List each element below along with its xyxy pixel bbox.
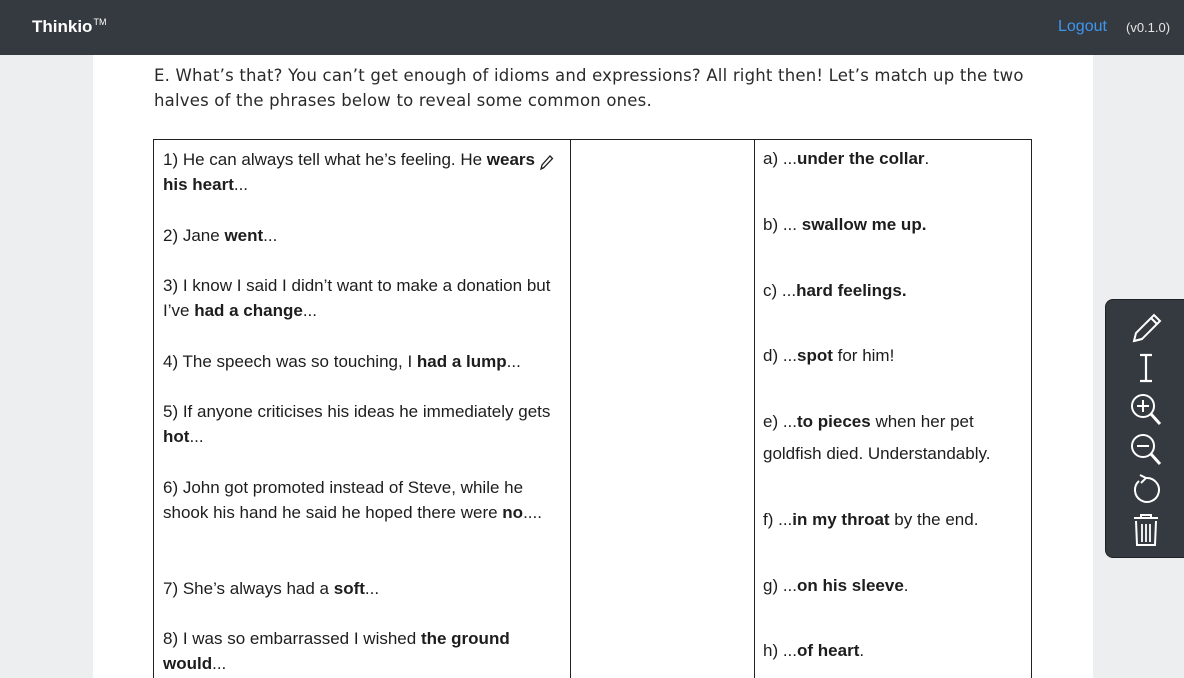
worksheet-page — [93, 55, 1093, 678]
version-label: (v0.1.0) — [1126, 20, 1171, 35]
left-column — [154, 140, 571, 678]
zoom-out-icon — [1126, 431, 1166, 467]
pencil-icon — [1126, 310, 1166, 346]
right-item-c: c) ...hard feelings. — [763, 281, 907, 300]
left-item-6: 6) John got promoted instead of Steve, while he shook his hand he said he hoped there were no.... — [163, 478, 542, 522]
edit-pencil-icon[interactable] — [538, 154, 554, 172]
left-item-2: 2) Jane went... — [163, 226, 278, 245]
exercise-instructions: E. What’s that? You can’t get enough of idioms and expressions? All right then! Let’s match up the two halves of the phrases below to reveal some common ones. — [154, 66, 1024, 110]
clear-button[interactable] — [1126, 512, 1166, 548]
reset-icon — [1126, 472, 1166, 508]
brand-logo[interactable] — [32, 17, 106, 37]
right-item-h: h) ...of heart. — [763, 641, 865, 660]
top-navbar — [0, 0, 1184, 55]
left-item-7: 7) She’s always had a soft... — [163, 579, 380, 598]
trash-icon — [1126, 512, 1166, 548]
text-tool-button[interactable] — [1126, 350, 1166, 386]
logout-link[interactable]: Logout — [1058, 18, 1107, 35]
brand-name: Thinkio — [32, 17, 93, 36]
answer-column[interactable] — [570, 140, 755, 678]
trademark: TM — [93, 17, 107, 28]
right-item-b: b) ... swallow me up. — [763, 215, 927, 234]
right-item-d: d) ...spot for him! — [763, 346, 895, 365]
zoom-in-icon — [1126, 391, 1166, 427]
zoom-in-button[interactable] — [1126, 391, 1166, 427]
reset-button[interactable] — [1126, 472, 1166, 508]
left-item-3: 3) I know I said I didn’t want to make a donation but I’ve had a change... — [163, 276, 551, 320]
right-item-f: f) ...in my throat by the end. — [763, 510, 979, 529]
zoom-out-button[interactable] — [1126, 431, 1166, 467]
annotation-toolbar — [1105, 299, 1184, 558]
left-item-5: 5) If anyone criticises his ideas he immediately gets hot... — [163, 402, 551, 446]
right-item-a: a) ...under the collar. — [763, 149, 930, 168]
left-item-4: 4) The speech was so touching, I had a lump... — [163, 352, 521, 371]
left-item-8: 8) I was so embarrassed I wished the ground would... — [163, 629, 510, 673]
right-item-g: g) ...on his sleeve. — [763, 576, 909, 595]
right-item-e: e) ...to pieces when her pet goldfish died. Understandably. — [763, 412, 991, 463]
right-column — [755, 140, 1032, 678]
text-cursor-icon — [1126, 350, 1166, 386]
left-item-1: 1) He can always tell what he’s feeling. He wears his heart... — [163, 150, 535, 194]
pencil-tool-button[interactable] — [1126, 310, 1166, 346]
matching-table — [153, 139, 1032, 678]
